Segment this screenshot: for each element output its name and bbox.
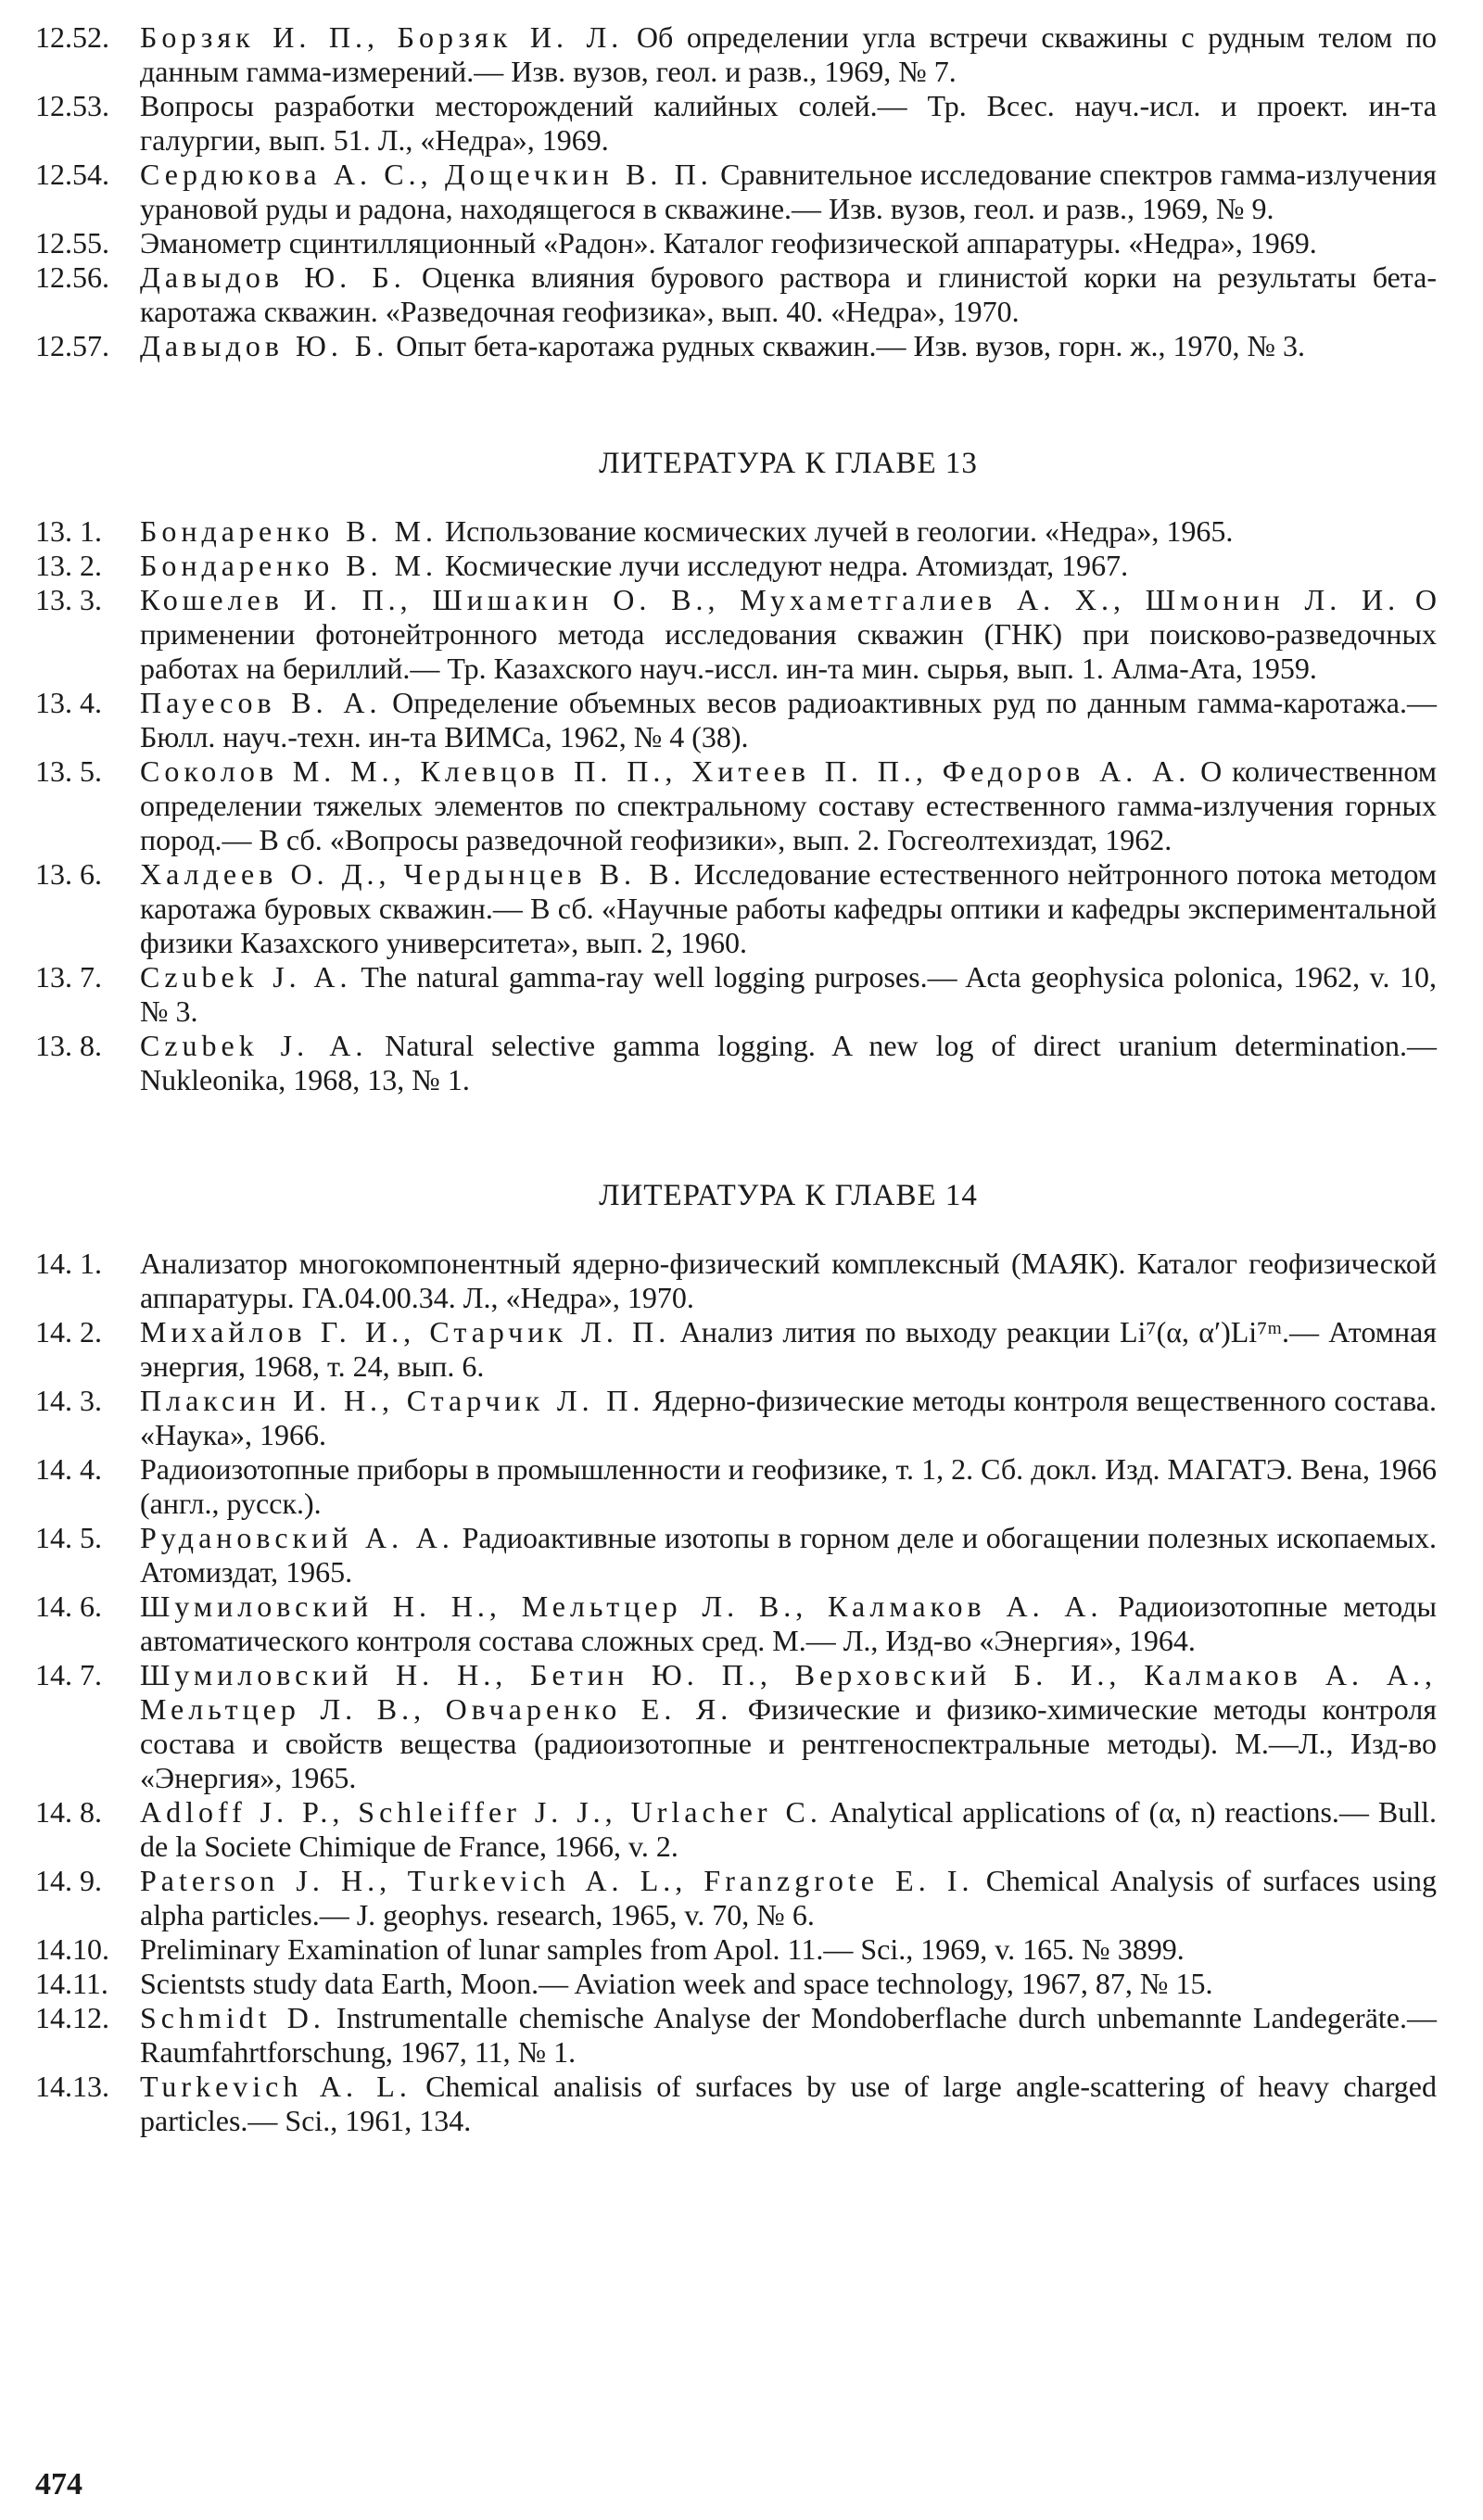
reference-citation: Оценка влияния бурового раствора и глинистой корки на результаты бета-каротажа скважин. «Разведочная геофизика», вып. 40. «Недра», 1970. xyxy=(140,260,1438,328)
reference-entry xyxy=(35,1932,1437,1967)
reference-text xyxy=(140,2001,1437,2070)
reference-text xyxy=(140,1589,1437,1658)
reference-author: Пауесов В. А. xyxy=(140,686,382,719)
reference-author: Михайлов Г. И., Старчик Л. П. xyxy=(140,1315,671,1349)
reference-entry xyxy=(35,20,1437,89)
reference-text xyxy=(140,1658,1437,1795)
reference-citation: Использование космических лучей в геологии. «Недра», 1965. xyxy=(437,514,1234,548)
reference-text xyxy=(140,754,1437,857)
reference-citation: Сравнительное исследование спектров гамма-излучения урановой руды и радона, находящегося в скважине.— Изв. вузов, геол. и разв., 1969, № 9. xyxy=(140,158,1438,225)
reference-number: 12.57. xyxy=(35,329,109,362)
reference-number: 12.55. xyxy=(35,226,109,260)
reference-author: Кошелев И. П., Шишакин О. В., Мухаметгалиев А. Х., Шмонин Л. И. xyxy=(140,583,1401,616)
reference-number: 14. 5. xyxy=(35,1521,102,1554)
reference-number: 13. 5. xyxy=(35,754,102,788)
reference-text xyxy=(140,1452,1437,1521)
page-number: 474 xyxy=(35,2467,82,2501)
reference-text xyxy=(140,1315,1437,1384)
reference-citation: Эманометр сцинтилляционный «Радон». Каталог геофизической аппаратуры. «Недра», 1969. xyxy=(140,226,1317,260)
reference-number: 14. 1. xyxy=(35,1247,102,1280)
reference-text xyxy=(140,226,1437,260)
reference-entry xyxy=(35,549,1437,583)
reference-entry xyxy=(35,1029,1437,1097)
reference-number: 13. 7. xyxy=(35,960,102,994)
reference-text xyxy=(140,260,1437,329)
reference-author: Czubek J. A. xyxy=(140,960,352,994)
reference-citation: Instrumentalle chemische Analyse der Mondoberflache durch unbemannte Landegeräte.— Raumfahrtforschung, 1967, 11, № 1. xyxy=(140,2001,1437,2069)
reference-number: 14.12. xyxy=(35,2001,109,2034)
reference-entry xyxy=(35,329,1437,363)
reference-citation: Анализ лития по выходу реакции Li⁷(α, α′)Li⁷ᵐ.— Атомная энергия, 1968, т. 24, вып. 6. xyxy=(140,1315,1438,1383)
reference-author: Соколов М. М., Клевцов П. П., Хитеев П. П., Федоров А. А. xyxy=(140,754,1191,788)
reference-entry xyxy=(35,1967,1437,2001)
reference-text xyxy=(140,1247,1437,1315)
reference-citation: Опыт бета-каротажа рудных скважин.— Изв. вузов, горн. ж., 1970, № 3. xyxy=(388,329,1306,362)
reference-citation: Ядерно-физические методы контроля вещественного состава. «Наука», 1966. xyxy=(140,1384,1437,1451)
reference-citation: Scientsts study data Earth, Moon.— Aviation week and space technology, 1967, 87, № 15. xyxy=(140,1967,1213,2000)
reference-author: Czubek J. A. xyxy=(140,1029,368,1062)
reference-number: 13. 6. xyxy=(35,857,102,891)
reference-author: Сердюкова А. С., Дощечкин В. П. xyxy=(140,158,713,191)
reference-entry xyxy=(35,1864,1437,1932)
reference-entry xyxy=(35,1247,1437,1315)
reference-author: Давыдов Ю. Б. xyxy=(140,260,406,294)
reference-author: Рудановский А. А. xyxy=(140,1521,454,1554)
reference-entry xyxy=(35,1589,1437,1658)
chapter-13-heading: ЛИТЕРАТУРА К ГЛАВЕ 13 xyxy=(599,447,978,480)
reference-text xyxy=(140,1384,1437,1452)
reference-citation: Natural selective gamma logging. A new log of direct uranium determination.— Nukleonika, 1968, 13, № 1. xyxy=(140,1029,1438,1096)
chapter-14-heading: ЛИТЕРАТУРА К ГЛАВЕ 14 xyxy=(599,1179,978,1212)
reference-text xyxy=(140,686,1437,754)
reference-citation: Chemical analisis of surfaces by use of large angle-scattering of heavy charged particles.— Sci., 1961, 134. xyxy=(140,2070,1438,2137)
bibliography-page xyxy=(35,20,1437,2138)
reference-entry xyxy=(35,2001,1437,2070)
reference-text xyxy=(140,1967,1437,2001)
reference-author: Paterson J. H., Turkevich A. L., Franzgrote E. I. xyxy=(140,1864,974,1897)
reference-text xyxy=(140,960,1437,1029)
reference-text xyxy=(140,1029,1437,1097)
reference-citation: О применении фотонейтронного метода исследования скважин (ГНК) при поисково-разведочных работах на бериллий.— Тр. Казахского науч.-иссл. ин-та мин. сырья, вып. 1. Алма-Ата, 1959. xyxy=(140,583,1438,685)
reference-number: 12.53. xyxy=(35,89,109,122)
reference-citation: Радиоизотопные приборы в промышленности и геофизике, т. 1, 2. Сб. докл. Изд. МАГАТЭ. Вена, 1966 (англ., русск.). xyxy=(140,1452,1437,1520)
reference-list-chapter-14 xyxy=(35,1247,1437,2138)
reference-author: Шумиловский Н. Н., Бетин Ю. П., Верховский Б. И., Калмаков А. А., Мельтцер Л. В., Овчаренко Е. Я. xyxy=(140,1658,1437,1726)
reference-entry xyxy=(35,158,1437,226)
reference-entry xyxy=(35,2070,1437,2138)
reference-number: 14. 8. xyxy=(35,1795,102,1829)
reference-citation: Космические лучи исследуют недра. Атомиздат, 1967. xyxy=(437,549,1129,582)
reference-number: 12.56. xyxy=(35,260,109,294)
reference-entry xyxy=(35,514,1437,549)
reference-author: Шумиловский Н. Н., Мельтцер Л. В., Калмаков А. А. xyxy=(140,1589,1103,1623)
reference-number: 13. 1. xyxy=(35,514,102,548)
reference-number: 14.13. xyxy=(35,2070,109,2103)
reference-entry xyxy=(35,1658,1437,1795)
reference-number: 14. 9. xyxy=(35,1864,102,1897)
reference-entry xyxy=(35,686,1437,754)
reference-citation: Радиоизотопные методы автоматического контроля состава сложных сред. М.— Л., Изд-во «Энергия», 1964. xyxy=(140,1589,1438,1657)
reference-entry xyxy=(35,583,1437,686)
reference-number: 14.10. xyxy=(35,1932,109,1966)
reference-entry xyxy=(35,754,1437,857)
reference-text xyxy=(140,329,1437,363)
reference-citation: Анализатор многокомпонентный ядерно-физический комплексный (МАЯК). Каталог геофизической аппаратуры. ГА.04.00.34. Л., «Недра», 1970. xyxy=(140,1247,1437,1314)
reference-citation: Preliminary Examination of lunar samples from Apol. 11.— Sci., 1969, v. 165. № 3899. xyxy=(140,1932,1185,1966)
reference-number: 13. 8. xyxy=(35,1029,102,1062)
reference-number: 14. 7. xyxy=(35,1658,102,1691)
reference-author: Давыдов Ю. Б. xyxy=(140,329,389,362)
reference-number: 13. 2. xyxy=(35,549,102,582)
reference-author: Плаксин И. Н., Старчик Л. П. xyxy=(140,1384,645,1417)
reference-text xyxy=(140,158,1437,226)
reference-author: Turkevich A. L. xyxy=(140,2070,412,2103)
reference-text xyxy=(140,1864,1437,1932)
reference-citation: Вопросы разработки месторождений калийных солей.— Тр. Всес. науч.-исл. и проект. ин-та галургии, вып. 51. Л., «Недра», 1969. xyxy=(140,89,1437,157)
reference-citation: Радиоактивные изотопы в горном деле и обогащении полезных ископаемых. Атомиздат, 1965. xyxy=(140,1521,1438,1589)
reference-number: 14. 2. xyxy=(35,1315,102,1349)
reference-citation: Chemical Analysis of surfaces using alpha particles.— J. geophys. research, 1965, v. 70, № 6. xyxy=(140,1864,1438,1931)
reference-number: 14. 3. xyxy=(35,1384,102,1417)
reference-text xyxy=(140,2070,1437,2138)
reference-number: 12.52. xyxy=(35,20,109,54)
reference-entry xyxy=(35,1315,1437,1384)
reference-text xyxy=(140,1795,1437,1864)
reference-number: 14. 6. xyxy=(35,1589,102,1623)
reference-author: Adloff J. P., Schleiffer J. J., Urlacher C. xyxy=(140,1795,822,1829)
reference-author: Бондаренко В. М. xyxy=(140,549,438,582)
reference-author: Бондаренко В. М. xyxy=(140,514,438,548)
reference-citation: Об определении угла встречи скважины с рудным телом по данным гамма-измерений.— Изв. вузов, геол. и разв., 1969, № 7. xyxy=(140,20,1438,88)
reference-number: 14. 4. xyxy=(35,1452,102,1486)
reference-entry xyxy=(35,960,1437,1029)
reference-entry xyxy=(35,1521,1437,1589)
reference-number: 13. 4. xyxy=(35,686,102,719)
reference-number: 14.11. xyxy=(35,1967,108,2000)
reference-entry xyxy=(35,226,1437,260)
reference-entry xyxy=(35,1384,1437,1452)
reference-citation: Физические и физико-химические методы контроля состава и свойств вещества (радиоизотопные и рентгеноспектральные методы). М.—Л., Изд-во «Энергия», 1965. xyxy=(140,1692,1437,1794)
reference-entry xyxy=(35,1452,1437,1521)
reference-citation: Analytical applications of (α, n) reactions.— Bull. de la Societe Chimique de France, 1966, v. 2. xyxy=(140,1795,1438,1863)
reference-text xyxy=(140,20,1437,89)
reference-number: 12.54. xyxy=(35,158,109,191)
reference-text xyxy=(140,1932,1437,1967)
reference-list-chapter-12 xyxy=(35,20,1437,363)
reference-text xyxy=(140,549,1437,583)
reference-citation: The natural gamma-ray well logging purposes.— Acta geophysica polonica, 1962, v. 10, № 3. xyxy=(140,960,1438,1028)
reference-author: Халдеев О. Д., Чердынцев В. В. xyxy=(140,857,686,891)
reference-entry xyxy=(35,260,1437,329)
reference-list-chapter-13 xyxy=(35,514,1437,1097)
reference-text xyxy=(140,1521,1437,1589)
reference-number: 13. 3. xyxy=(35,583,102,616)
reference-text xyxy=(140,857,1437,960)
reference-author: Schmidt D. xyxy=(140,2001,325,2034)
reference-text xyxy=(140,514,1437,549)
reference-citation: Исследование естественного нейтронного потока методом каротажа буровых скважин.— В сб. «Научные работы кафедры оптики и кафедры экспериментальной физики Казахского университета», вып. 2, 1960. xyxy=(140,857,1438,959)
reference-text xyxy=(140,583,1437,686)
reference-author: Борзяк И. П., Борзяк И. Л. xyxy=(140,20,624,54)
reference-text xyxy=(140,89,1437,158)
reference-entry xyxy=(35,89,1437,158)
reference-citation: Определение объемных весов радиоактивных руд по данным гамма-каротажа.— Бюлл. науч.-техн. ин-та ВИМСа, 1962, № 4 (38). xyxy=(140,686,1438,753)
reference-entry xyxy=(35,857,1437,960)
reference-citation: О количественном определении тяжелых элементов по спектральному составу естественного гамма-излучения горных пород.— В сб. «Вопросы разведочной геофизики», вып. 2. Госгеолтехиздат, 1962. xyxy=(140,754,1438,856)
reference-entry xyxy=(35,1795,1437,1864)
